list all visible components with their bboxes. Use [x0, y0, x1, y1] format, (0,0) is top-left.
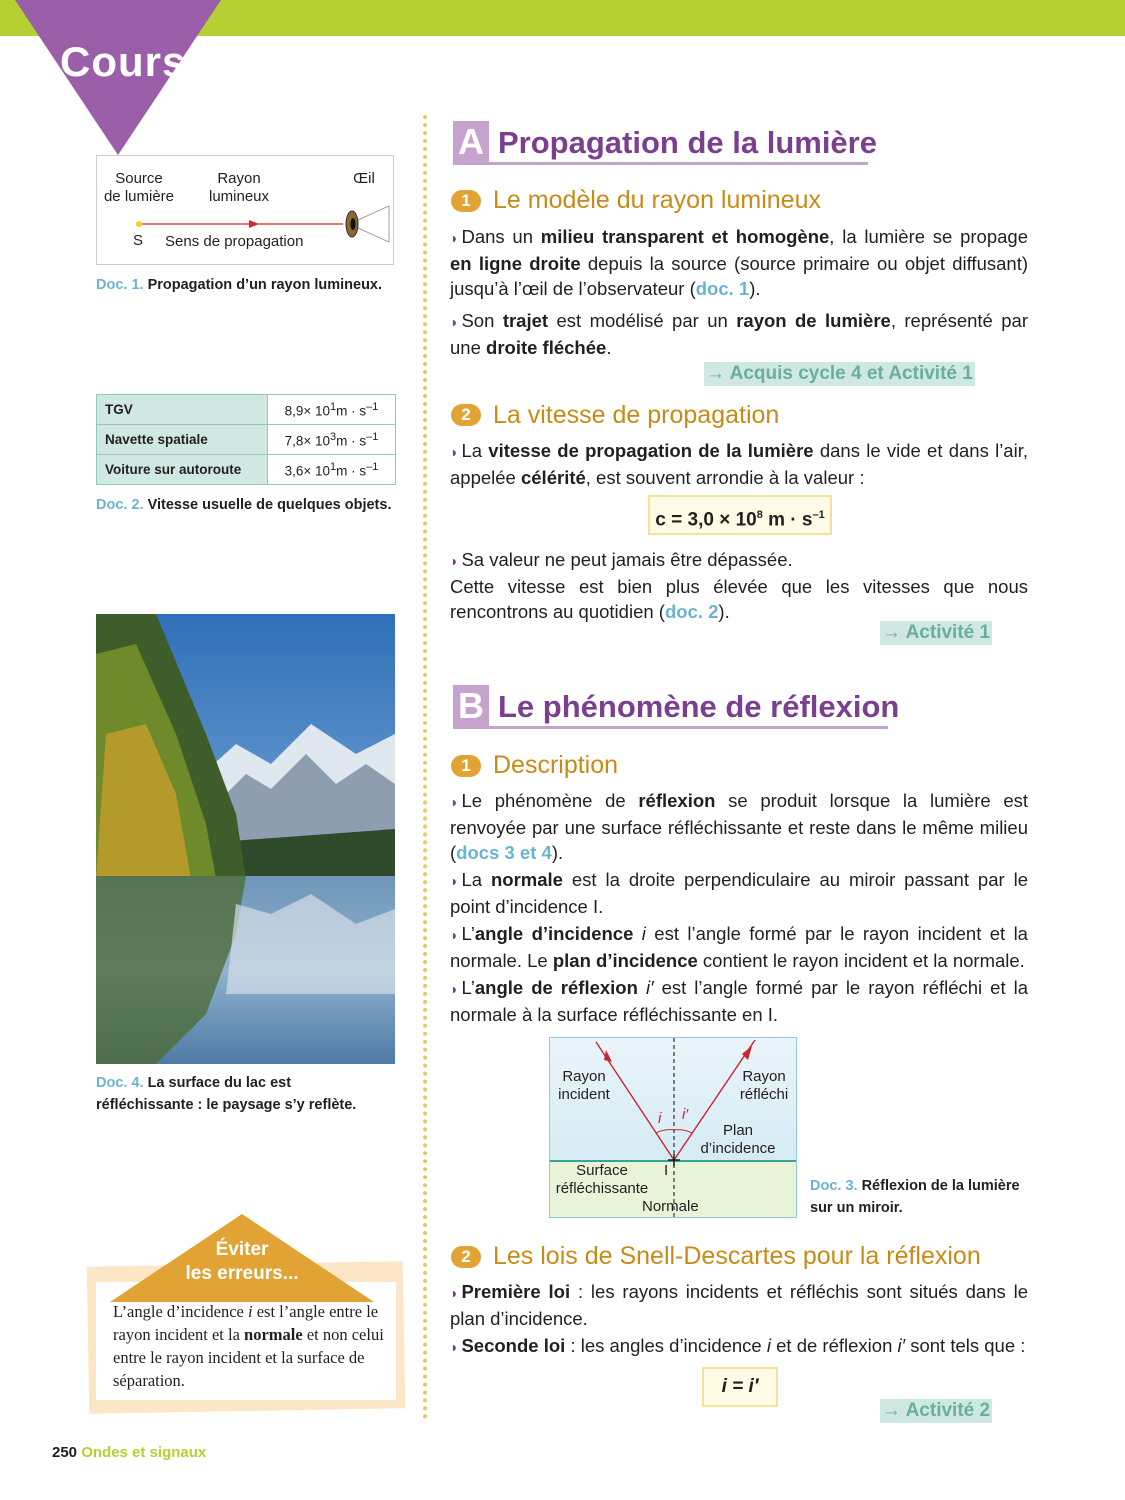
table-row: TGV $8,9\times 10^1m \cdot s^{-1}$	[97, 395, 396, 425]
activity-link-1[interactable]: → Acquis cycle 4 et Activité 1	[706, 363, 973, 384]
bullet-icon: ◗	[450, 1339, 459, 1355]
sub-b2-title: Les lois de Snell-Descartes pour la réflexion	[493, 1242, 981, 1270]
section-a-letter: A	[453, 121, 489, 163]
source-point-icon	[136, 221, 142, 227]
bullet-icon: ◗	[450, 927, 459, 943]
doc1-link[interactable]: doc. 1	[695, 278, 750, 299]
section-b-underline	[453, 726, 888, 729]
section-a-title: Propagation de la lumière	[498, 125, 877, 160]
bullet-icon: ◗	[450, 230, 459, 246]
doc3-incident-label: Rayon incident	[558, 1068, 610, 1103]
doc3-i-label: i	[658, 1110, 662, 1127]
doc3-reflected-label: Rayon réfléchi	[739, 1068, 789, 1103]
angle-i-arc	[656, 1130, 674, 1133]
speed-table	[96, 394, 396, 485]
bullet-icon: ◗	[450, 981, 459, 997]
sub-b1-number: 1	[451, 755, 481, 777]
bullet-icon: ◗	[450, 444, 459, 460]
pupil-icon	[351, 218, 356, 230]
docs3-4-link[interactable]: docs 3 et 4	[456, 842, 552, 863]
doc1-rayon-label: Rayon lumineux	[208, 170, 270, 205]
activity-link-3[interactable]: → Activité 2	[882, 1400, 991, 1421]
paragraph-a3: ◗ La vitesse de propagation de la lumière dans le vide et dans l’air, appelée célérité, est souvent arrondie à la valeur :	[450, 440, 1028, 488]
doc1-sens-label: Sens de propagation	[165, 233, 304, 250]
page-number: 250	[52, 1444, 78, 1461]
lake-photo	[96, 614, 395, 1064]
celerity-formula: $c = 3,0 \times 10^8$ $m \cdot s^{-1}$	[648, 495, 832, 535]
doc1-diagram	[96, 155, 394, 265]
doc3-I-label: I	[664, 1162, 669, 1179]
sub-a1-title: Le modèle du rayon lumineux	[493, 186, 821, 214]
angle-ip-arc	[674, 1130, 692, 1133]
section-b-letter: B	[453, 685, 489, 727]
bullet-icon: ◗	[450, 794, 459, 810]
doc1-caption: Doc. 1. Propagation d’un rayon lumineux.	[96, 277, 383, 293]
paragraph-b3: ◗ L’angle d’incidence i est l’angle formé par le rayon incident et la normale. Le plan d’incidence contient le rayon incident et la normale.	[450, 923, 1028, 971]
doc3-surface-label: Surface réfléchissante	[555, 1162, 649, 1197]
doc3-ip-label: i′	[682, 1106, 689, 1123]
reflection-law-formula: i = i′	[702, 1367, 778, 1407]
bullet-icon: ◗	[450, 873, 459, 889]
doc3-normale-label: Normale	[642, 1198, 699, 1215]
activity-link-2[interactable]: → Activité 1	[882, 622, 991, 643]
cours-label: Cours	[60, 38, 187, 85]
doc3-caption: Doc. 3. Réflexion de la lumière sur un miroir.	[810, 1178, 1020, 1216]
column-divider	[423, 115, 427, 1420]
sub-a2-title: La vitesse de propagation	[493, 401, 780, 429]
table-row: Navette spatiale $7,8\times 10^3m \cdot s^{-1}$	[97, 425, 396, 455]
paragraph-b4: ◗ L’angle de réflexion i′ est l’angle formé par le rayon réfléchi et la normale à la surface réfléchissante en I.	[450, 977, 1029, 1025]
doc1-source-label: Source de lumière	[103, 170, 175, 205]
sub-b1-title: Description	[493, 751, 619, 779]
sub-b2-number: 2	[451, 1246, 481, 1268]
doc2-caption: Doc. 2. Vitesse usuelle de quelques objets.	[96, 497, 392, 513]
paragraph-b2: ◗ La normale est la droite perpendiculaire au miroir passant par le point d’incidence I.	[450, 869, 1028, 917]
bullet-icon: ◗	[450, 314, 459, 330]
arrow-icon	[249, 220, 259, 228]
bullet-icon: ◗	[450, 1285, 459, 1301]
eviter-text: L’angle d’incidence i est l’angle entre le rayon incident et la normale et non celui entre le rayon incident et la surface de séparation.	[113, 1302, 384, 1390]
bullet-icon: ◗	[450, 553, 459, 569]
section-b-title: Le phénomène de réflexion	[498, 689, 900, 724]
paragraph-a4: ◗ Sa valeur ne peut jamais être dépassée. Cette vitesse est bien plus élevée que les vitesses que nous rencontrons au quotidien (doc. 2).	[450, 549, 1028, 622]
paragraph-b5: ◗ Première loi : les rayons incidents et réfléchis sont situés dans le plan d’incidence.	[450, 1281, 1028, 1329]
sub-a1-number: 1	[451, 190, 481, 212]
doc4-caption: Doc. 4. La surface du lac est réfléchissante : le paysage s’y reflète.	[96, 1075, 357, 1113]
paragraph-b6: ◗ Seconde loi : les angles d’incidence i et de réflexion i′ sont tels que :	[450, 1335, 1026, 1356]
incident-arrow-icon	[604, 1050, 612, 1062]
doc3-plan-label: Plan d’incidence	[700, 1122, 776, 1157]
paragraph-b1: ◗ Le phénomène de réflexion se produit lorsque la lumière est renvoyée par une surface réfléchissante et reste dans le même milieu (docs 3 et 4).	[450, 790, 1029, 863]
page-footer	[52, 1444, 206, 1461]
doc2-link[interactable]: doc. 2	[664, 601, 719, 622]
section-name: Ondes et signaux	[81, 1444, 207, 1461]
doc1-s-label: S	[133, 232, 144, 249]
paragraph-a2: ◗ Son trajet est modélisé par un rayon de lumière, représenté par une droite fléchée.	[450, 310, 1028, 358]
eviter-title: Éviter les erreurs...	[185, 1239, 299, 1284]
sub-a2-number: 2	[451, 404, 481, 426]
table-row: Voiture sur autoroute $3,6\times 10^1m \cdot s^{-1}$	[97, 455, 396, 485]
section-a-underline	[453, 162, 868, 165]
doc1-oeil-label: Œil	[353, 170, 375, 187]
doc3-diagram	[549, 1037, 797, 1218]
paragraph-a1: ◗ Dans un milieu transparent et homogène, la lumière se propage en ligne droite depuis la source (source primaire ou objet diffusant) jusqu’à l’œil de l’observateur (doc. 1).	[450, 226, 1028, 299]
